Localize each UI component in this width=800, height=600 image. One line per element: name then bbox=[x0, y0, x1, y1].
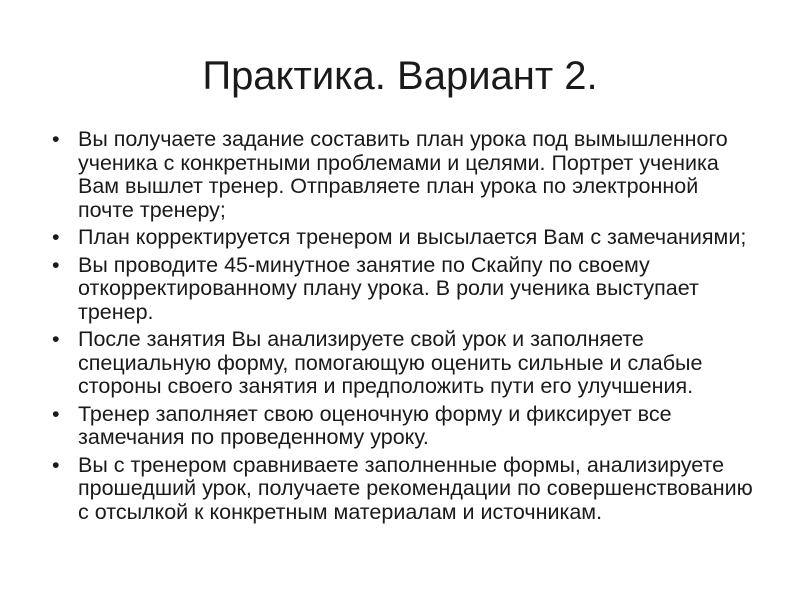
list-item bbox=[48, 128, 760, 222]
list-item bbox=[48, 454, 760, 525]
bullet-text: План корректируется тренером и высылается Вам с замечаниями; bbox=[78, 225, 747, 249]
bullet-text: Тренер заполняет свою оценочную форму и фиксирует все замечания по проведенному уроку. bbox=[78, 401, 672, 449]
bullet-icon: • bbox=[52, 401, 60, 426]
list-item bbox=[48, 403, 760, 450]
bullet-icon: • bbox=[52, 252, 60, 277]
bullet-icon: • bbox=[52, 225, 60, 249]
slide-title: Практика. Вариант 2. bbox=[202, 54, 598, 98]
bullet-text: Вы получаете задание составить план урока под вымышленного ученика с конкретными проблемами и целями. Портрет ученика Вам вышлет тренер. Отправляете план урока по электронной почте тренеру; bbox=[78, 127, 728, 222]
bullet-icon: • bbox=[52, 127, 60, 151]
bullet-icon: • bbox=[52, 327, 60, 351]
bullet-list bbox=[48, 128, 760, 528]
bullet-text: Вы проводите 45-минутное занятие по Скайпу по своему откорректированному плану урока. В роли ученика выступает тренер. bbox=[78, 252, 699, 324]
bullet-text: После занятия Вы анализируете свой урок и заполняете специальную форму, помогающую оценить сильные и слабые стороны своего занятия и предположить пути его улучшения. bbox=[78, 327, 703, 398]
bullet-text: Вы с тренером сравниваете заполненные формы, анализируете прошедший урок, получаете рекомендации по совершенствованию с отсылкой к конкретным материалам и источникам. bbox=[78, 452, 753, 524]
list-item bbox=[48, 254, 760, 325]
list-item bbox=[48, 226, 760, 250]
list-item bbox=[48, 328, 760, 399]
bullet-icon: • bbox=[52, 452, 60, 477]
